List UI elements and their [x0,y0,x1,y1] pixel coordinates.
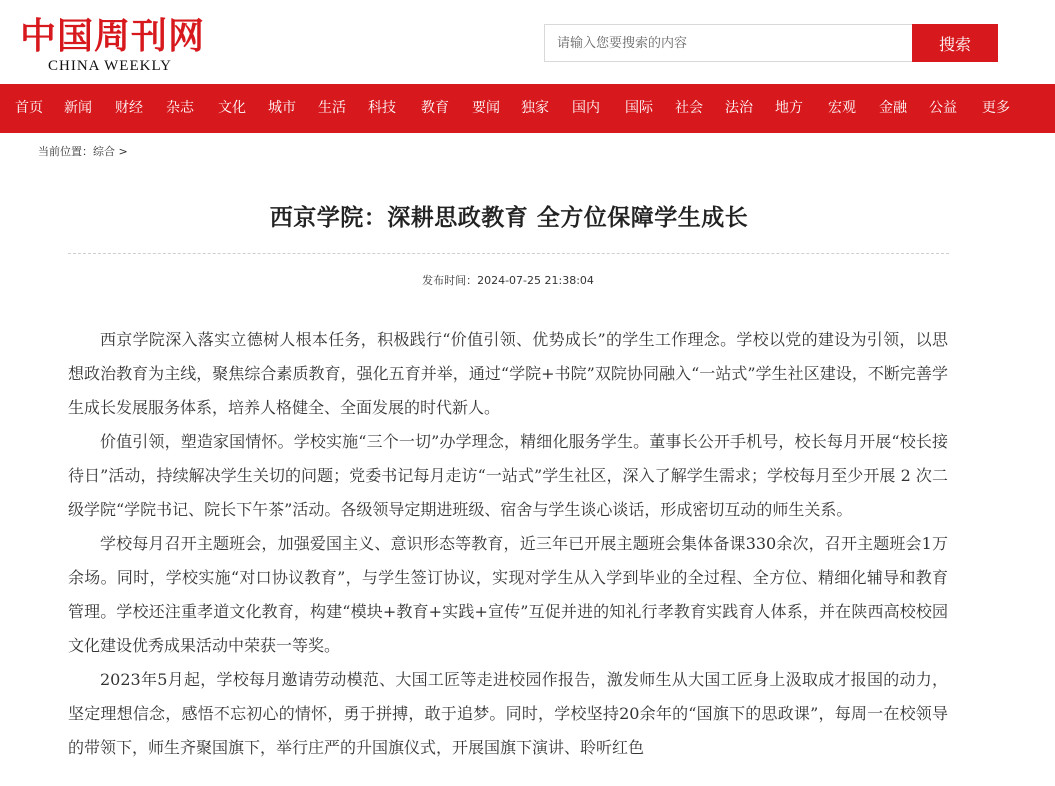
nav-item-magazine[interactable]: 杂志 [166,100,194,116]
publish-label: 发布时间： [422,274,478,287]
article-paragraph: 西京学院深入落实立德树人根本任务，积极践行“价值引领、优势成长”的学生工作理念。学校以党的建设为引领，以思想政治教育为主线，聚焦综合素质教育，强化五育并举，通过“学院+书院”双院协同融入“一站式”学生社区建设，不断完善学生成长发展服务体系，培养人格健全、全面发展的时代新人。 [68,330,948,417]
nav-item-news[interactable]: 新闻 [64,100,92,116]
article-paragraph: 学校每月召开主题班会，加强爱国主义、意识形态等教育，近三年已开展主题班会集体备课330余次，召开主题班会1万余场。同时，学校实施“对口协议教育”，与学生签订协议，实现对学生从入学到毕业的全过程、全方位、精细化辅导和教育管理。学校还注重孝道文化教育，构建“模块+教育+实践+宣传”互促并进的知礼行孝教育实践育人体系，并在陕西高校校园文化建设优秀成果活动中荣获一等奖。 [68,534,948,655]
logo-english-text: CHINA WEEKLY [48,58,172,74]
nav-item-financial[interactable]: 金融 [879,100,907,116]
nav-item-society[interactable]: 社会 [675,100,703,116]
nav-item-tech[interactable]: 科技 [368,100,396,116]
nav-item-education[interactable]: 教育 [421,100,449,116]
nav-item-macro[interactable]: 宏观 [828,100,856,116]
site-logo[interactable] [20,14,210,78]
nav-item-charity[interactable]: 公益 [929,100,957,116]
logo-chinese-text: 中国周刊网 [20,15,206,57]
article-body [68,323,948,765]
article-title: 西京学院：深耕思政教育 全方位保障学生成长 [269,205,749,231]
nav-item-law[interactable]: 法治 [725,100,753,116]
nav-item-international[interactable]: 国际 [625,100,653,116]
search-button[interactable]: 搜索 [912,24,998,62]
publish-info [0,273,1016,289]
publish-time: 2024-07-25 21:38:04 [477,274,594,287]
nav-item-headlines[interactable]: 要闻 [472,100,500,116]
article-paragraph: 2023年5月起，学校每月邀请劳动模范、大国工匠等走进校园作报告，激发师生从大国工匠身上汲取成才报国的动力，坚定理想信念，感悟不忘初心的情怀，勇于拼搏，敢于追梦。同时，学校坚持20余年的“国旗下的思政课”，每周一在校领导的带领下，师生齐聚国旗下，举行庄严的升国旗仪式，开展国旗下演讲、聆听红色 [68,670,948,757]
nav-item-local[interactable]: 地方 [775,100,803,116]
site-header [0,0,1055,84]
nav-item-finance[interactable]: 财经 [115,100,143,116]
article-paragraph: 价值引领，塑造家国情怀。学校实施“三个一切”办学理念，精细化服务学生。董事长公开手机号，校长每月开展“校长接待日”活动，持续解决学生关切的问题；党委书记每月走访“一站式”学生社区，深入了解学生需求；学校每月至少开展 2 次二级学院“学院书记、院长下午茶”活动。各级领导定期进班级、宿舍与学生谈心谈话，形成密切互动的师生关系。 [68,432,948,519]
main-nav [0,84,1055,133]
nav-item-city[interactable]: 城市 [268,100,296,116]
title-divider [68,253,949,254]
nav-item-more[interactable]: 更多 [982,100,1010,116]
search-input[interactable] [544,24,912,62]
nav-item-life[interactable]: 生活 [318,100,346,116]
nav-item-culture[interactable]: 文化 [218,100,246,116]
search-bar [544,24,998,62]
nav-item-home[interactable]: 首页 [15,100,43,116]
breadcrumb[interactable]: 当前位置：综合 > [38,145,128,158]
nav-item-exclusive[interactable]: 独家 [521,100,549,116]
nav-item-domestic[interactable]: 国内 [572,100,600,116]
